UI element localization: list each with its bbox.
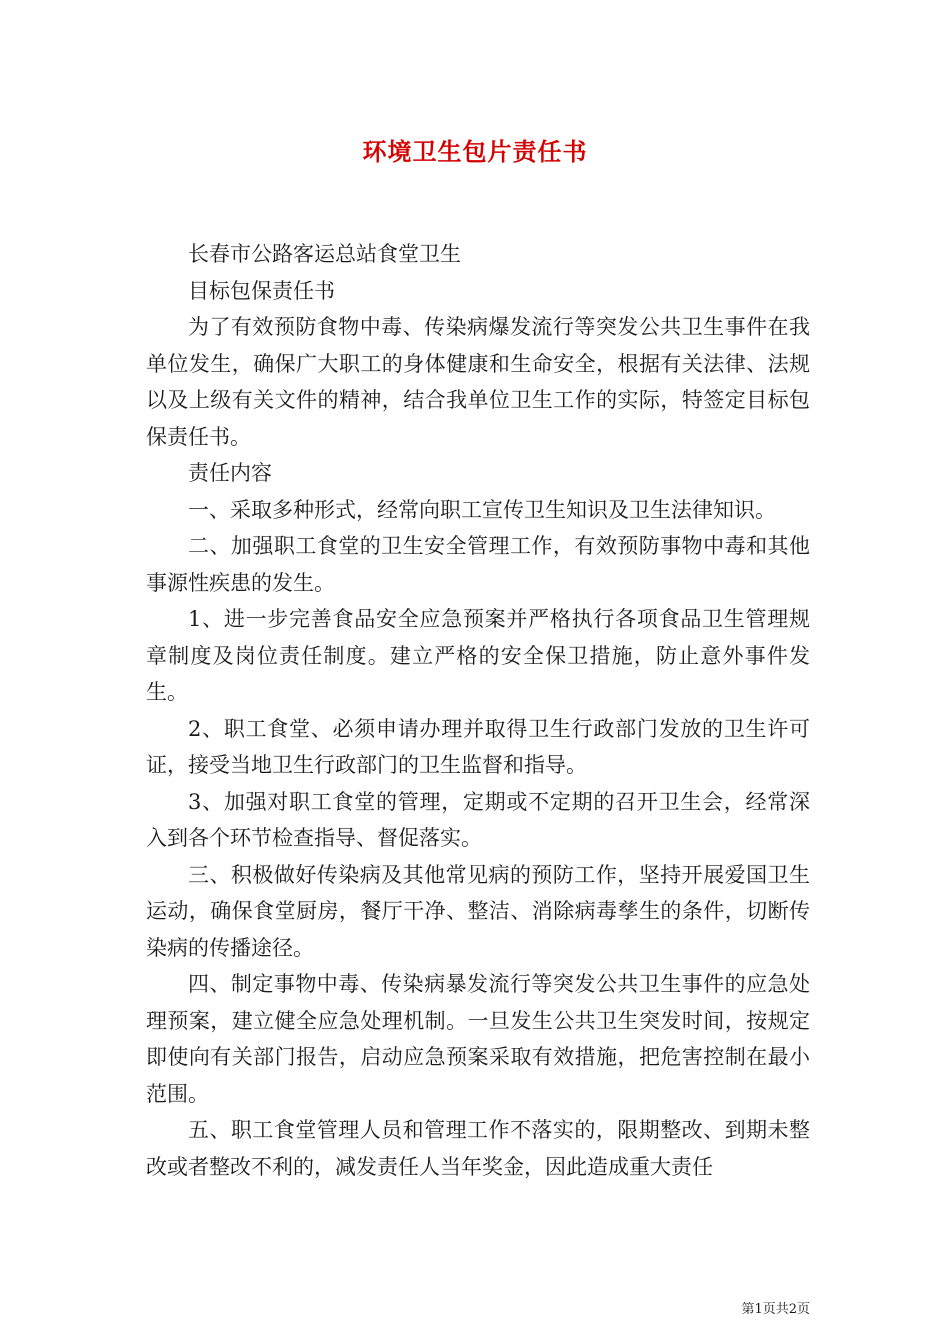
- paragraph-10: 三、积极做好传染病及其他常见病的预防工作，坚持开展爱国卫生运动，确保食堂厨房，餐厅干净、整洁、消除病毒孳生的条件，切断传染病的传播途径。: [146, 862, 810, 960]
- document-body: [146, 236, 810, 1185]
- paragraph-1: 长春市公路客运总站食堂卫生: [188, 242, 461, 266]
- paragraph-12: 五、职工食堂管理人员和管理工作不落实的，限期整改、到期未整改或者整改不利的，减发责任人当年奖金，因此造成重大责任: [146, 1118, 810, 1179]
- paragraph-11: 四、制定事物中毒、传染病暴发流行等突发公共卫生事件的应急处理预案，建立健全应急处理机制。一旦发生公共卫生突发时间，按规定即使向有关部门报告，启动应急预案采取有效措施，把危害控制在最小范围。: [146, 972, 810, 1106]
- paragraph-5: 一、采取多种形式，经常向职工宣传卫生知识及卫生法律知识。: [188, 497, 776, 522]
- paragraph-8: 2、职工食堂、必须申请办理并取得卫生行政部门发放的卫生许可证，接受当地卫生行政部门的卫生监督和指导。: [146, 716, 810, 777]
- paragraph-3: 为了有效预防食物中毒、传染病爆发流行等突发公共卫生事件在我单位发生，确保广大职工的身体健康和生命安全，根据有关法律、法规以及上级有关文件的精神，结合我单位卫生工作的实际，特签定目标包保责任书。: [146, 315, 810, 449]
- paragraph-6: 二、加强职工食堂的卫生安全管理工作，有效预防事物中毒和其他事源性疾患的发生。: [146, 534, 810, 595]
- paragraph-9: 3、加强对职工食堂的管理，定期或不定期的召开卫生会，经常深入到各个环节检查指导、督促落实。: [146, 789, 810, 850]
- page-number: 第1页共2页: [741, 1302, 810, 1317]
- paragraph-7: 1、进一步完善食品安全应急预案并严格执行各项食品卫生管理规章制度及岗位责任制度。建立严格的安全保卫措施，防止意外事件发生。: [146, 607, 810, 704]
- paragraph-4: 责任内容: [188, 461, 272, 485]
- document-title: 环境卫生包片责任书: [362, 137, 588, 166]
- paragraph-2: 目标包保责任书: [188, 278, 335, 303]
